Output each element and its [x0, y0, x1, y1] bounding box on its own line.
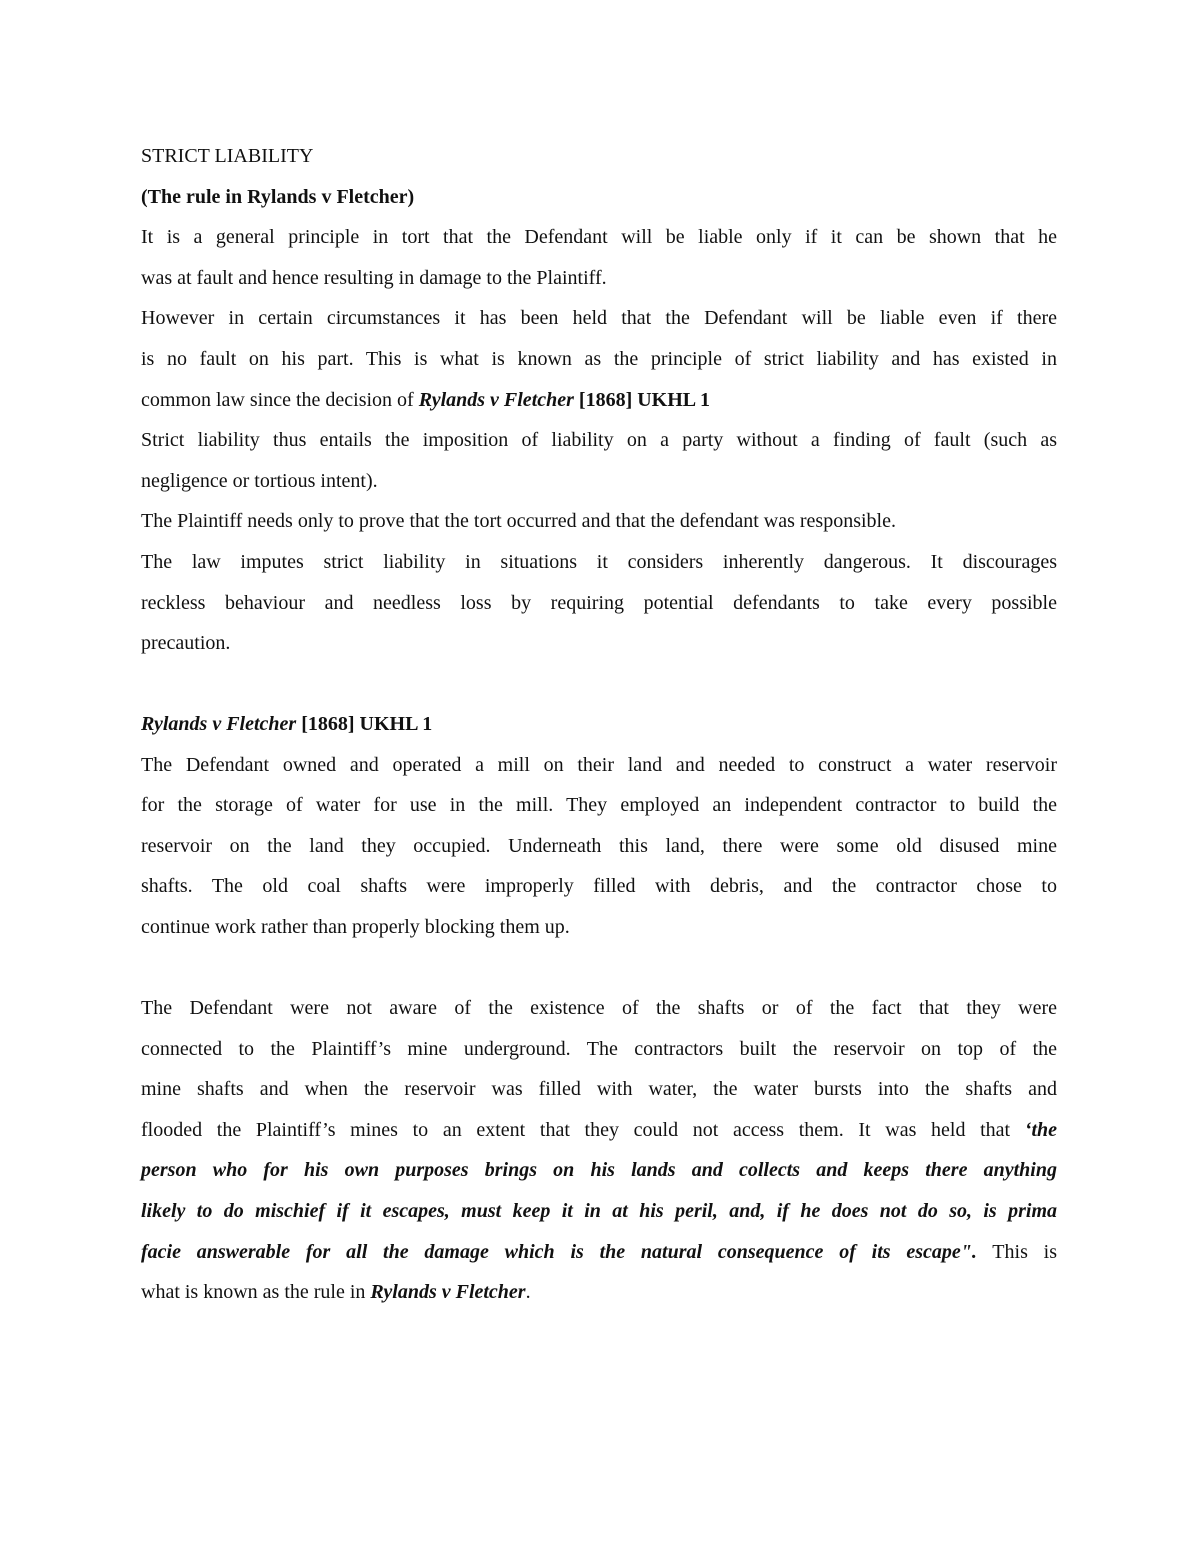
- intro-line: However in certain circumstances it has been held that the Defendant will be liable even if there: [141, 307, 1057, 330]
- holding-line: [141, 1272, 1057, 1313]
- case-name: Rylands v Fletcher: [370, 1281, 526, 1304]
- holding-line: The Defendant were not aware of the existence of the shafts or of the fact that they were: [141, 997, 1057, 1019]
- holding-line: connected to the Plaintiff’s mine underground. The contractors built the reservoir on top of the: [141, 1037, 1057, 1060]
- intro-line: negligence or tortious intent).: [141, 469, 378, 492]
- holding-text: .: [525, 1281, 531, 1304]
- intro-line: Strict liability thus entails the imposition of liability on a party without a finding of fault (such as: [141, 429, 1057, 452]
- case-section: [141, 704, 1057, 948]
- case-heading-name: Rylands v Fletcher: [141, 713, 297, 735]
- quote-line: person who for his own purposes brings on his lands and collects and keeps there anything: [141, 1159, 1057, 1182]
- intro-line: was at fault and hence resulting in damage to the Plaintiff.: [141, 266, 607, 289]
- holding-section: [141, 988, 1057, 1313]
- intro-line: The Plaintiff needs only to prove that the tort occurred and that the defendant was responsible.: [141, 510, 896, 533]
- document-title: STRICT LIABILITY: [141, 145, 314, 167]
- intro-section: [141, 136, 1057, 664]
- holding-line: [141, 1110, 1057, 1151]
- intro-line: The law imputes strict liability in situations it considers inherently dangerous. It discourages: [141, 550, 1057, 573]
- facts-line: continue work rather than properly blocking them up.: [141, 915, 570, 938]
- quote-text: facie answerable for all the damage which is the natural consequence of its escape".: [141, 1240, 977, 1263]
- case-name: Rylands v Fletcher: [418, 388, 574, 411]
- intro-line: reckless behaviour and needless loss by requiring potential defendants to take every possible: [141, 591, 1057, 614]
- facts-line: reservoir on the land they occupied. Underneath this land, there were some old disused mine: [141, 834, 1057, 857]
- case-citation: [1868] UKHL 1: [573, 388, 711, 411]
- document-subtitle: (The rule in Rylands v Fletcher): [141, 185, 415, 208]
- case-heading: [141, 704, 1057, 745]
- holding-line: [141, 1232, 1057, 1273]
- facts-line: for the storage of water for use in the mill. They employed an independent contractor to build the: [141, 794, 1057, 817]
- intro-line: [141, 380, 1057, 421]
- holding-line: mine shafts and when the reservoir was filled with water, the water bursts into the shafts and: [141, 1078, 1057, 1101]
- facts-line: The Defendant owned and operated a mill on their land and needed to construct a water reservoir: [141, 753, 1057, 776]
- intro-line: precaution.: [141, 632, 231, 655]
- quote-text: ‘the: [1024, 1118, 1057, 1141]
- intro-text: common law since the decision of: [141, 388, 419, 411]
- quote-line: likely to do mischief if it escapes, must keep it in at his peril, and, if he does not do so, is prima: [141, 1199, 1057, 1222]
- intro-line: It is a general principle in tort that the Defendant will be liable only if it can be shown that he: [141, 226, 1057, 249]
- case-heading-citation: [1868] UKHL 1: [296, 713, 433, 735]
- intro-line: is no fault on his part. This is what is known as the principle of strict liability and has existed in: [141, 347, 1057, 370]
- holding-text: what is known as the rule in: [141, 1281, 371, 1304]
- holding-text: This is: [976, 1240, 1057, 1263]
- facts-line: shafts. The old coal shafts were improperly filled with debris, and the contractor chose to: [141, 875, 1057, 898]
- holding-text: flooded the Plaintiff’s mines to an extent that they could not access them. It was held that: [141, 1118, 1025, 1141]
